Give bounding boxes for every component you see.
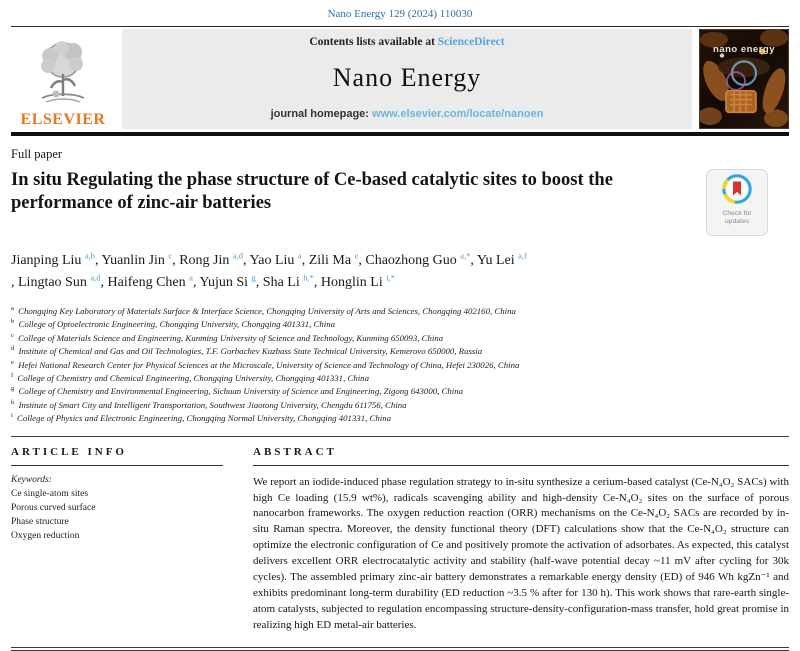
article-info-heading: ARTICLE INFO — [11, 446, 223, 466]
author: , Lingtao Sun $^{a,d}$ — [11, 271, 101, 290]
abstract-column — [253, 446, 789, 634]
cover-title: nano energy — [713, 43, 775, 55]
article-info-column — [11, 446, 223, 634]
article-type-label: Full paper — [11, 147, 63, 161]
affiliation: $^f$ College of Chemistry and Chemical Engineering, Chongqing University, Chongqing 401331, China — [11, 371, 369, 383]
affiliation: $^c$ College of Materials Science and Engineering, Kunming University of Science and Technology, Kunming 650093, China — [11, 331, 444, 343]
elsevier-tree-icon — [32, 38, 94, 110]
affiliation: $^a$ Chongqing Key Laboratory of Materials Surface & Interface Science, Chongqing University of Arts and Sciences, Chongqing 402160, China — [11, 304, 516, 316]
author: Jianping Liu $^{a,b}$ — [11, 250, 96, 268]
homepage-label: journal homepage: — [270, 108, 373, 120]
page-bottom-rule — [11, 647, 789, 651]
abstract-heading: ABSTRACT — [253, 446, 789, 466]
author-affiliation-ref: a — [189, 271, 193, 282]
author-list — [11, 249, 789, 293]
author-affiliation-ref: h,* — [303, 271, 314, 282]
author: , Yao Liu $^a$ — [243, 250, 302, 268]
author-affiliation-ref: a,d — [90, 271, 101, 282]
author-affiliation-ref: a — [297, 250, 302, 260]
author-affiliation-ref: a,f — [518, 250, 527, 260]
journal-banner — [122, 29, 692, 129]
elsevier-wordmark: ELSEVIER — [20, 111, 106, 128]
affiliation: $^i$ College of Physics and Electronic Engineering, Chongqing Normal University, Chongqing 401331, China — [11, 412, 392, 424]
affiliation: $^e$ Hefei National Research Center for Physical Sciences at the Microscale, University of Science and Technology of China, Hefei 230026, China — [11, 358, 520, 370]
journal-cover-thumbnail — [699, 29, 789, 129]
journal-header — [11, 26, 789, 136]
homepage-line — [130, 108, 684, 120]
author-affiliation-ref: e — [354, 250, 359, 260]
check-for-updates-label: Check for updates — [722, 210, 752, 226]
keyword: Oxygen reduction — [11, 531, 80, 542]
affiliation: $^g$ College of Chemistry and Environmental Engineering, Sichuan University of Science and Engineering, Zigong 643000, China — [11, 385, 464, 397]
author: , Rong Jin $^{a,d}$ — [172, 250, 244, 268]
author: , Zili Ma $^e$ — [301, 250, 359, 268]
author: , Sha Li $^{h,*}$ — [255, 271, 314, 290]
keywords-label: Keywords: — [11, 474, 52, 485]
abstract-text: We report an iodide-induced phase regulation strategy to in-situ synthesize a cerium-based catalyst (Ce-N₄O₂ SACs) with high Ce loading (15.9 wt%), radicals scavenging ability and high-density Ce-N₄O₂ sites on the surface of porous nanocarbon frameworks. The oxygen reduction reaction (ORR) mechanisms on the Ce-N₄O₂ SACs are recorded by in-situ Raman spectra. Moreover, the density functional theory (DFT) calculations show that the Ce-N₄O₂ structure can optimize the electronic configuration of Ce and positively promote the activation of adsorbates. As expected, this catalyst delivers excellent ORR electrocatalytic activity and stability (half-wave potential decay ~11 mV after cycling for 30k cycles). The assembled primary zinc-air battery demonstrates a remarkable energy density (ED) of 946 Wh kgZn⁻¹ and exhibits predominant long-term durability (ED reduction ~3.5 % after for 130 h). This work shows that rare-earth single-atom catalysts, subjected to regulation encompassing structure-density-configuration-mass transfer, hold great promise in realizing high ED metal-air batteries. — [253, 475, 789, 631]
author-affiliation-ref: g — [251, 271, 256, 282]
affiliation: $^b$ College of Optoelectronic Engineering, Chongqing University, Chongqing 401331, China — [11, 318, 336, 330]
keyword: Porous curved surface — [11, 502, 96, 513]
author: , Yuanlin Jin $^c$ — [95, 250, 173, 268]
crossmark-icon — [722, 174, 752, 209]
keyword: Ce single-atom sites — [11, 488, 89, 499]
author-affiliation-ref: i,* — [386, 271, 395, 282]
author: , Yu Lei $^{a,f}$ — [470, 250, 527, 268]
author-affiliation-ref: c — [168, 250, 173, 260]
author-affiliation-ref: a,b — [84, 250, 96, 260]
author: , Honglin Li $^{i,*}$ — [313, 271, 395, 290]
affiliation: $^d$ Institute of Chemical and Gas and Oil Technologies, T.F. Gorbachev Kuzbass State Technical University, Kemerovo 650000, Russia — [11, 345, 483, 357]
keyword: Phase structure — [11, 517, 69, 528]
contents-prefix: Contents lists available at — [309, 36, 438, 48]
author: , Haifeng Chen $^a$ — [100, 271, 193, 290]
author-affiliation-ref: a,d — [232, 250, 244, 260]
contents-line — [130, 36, 684, 48]
elsevier-logo — [11, 29, 115, 129]
article-title: In situ Regulating the phase structure of Ce-based catalytic sites to boost the performance of zinc-air batteries — [11, 170, 613, 214]
check-for-updates-badge[interactable] — [706, 169, 768, 236]
journal-citation: Nano Energy 129 (2024) 110030 — [327, 8, 473, 20]
author: , Yujun Si $^g$ — [192, 271, 256, 290]
author: , Chaozhong Guo $^{a,*}$ — [358, 250, 471, 268]
sciencedirect-link[interactable]: ScienceDirect — [437, 36, 505, 48]
journal-homepage-link[interactable]: www.elsevier.com/locate/nanoen — [372, 108, 544, 120]
affiliation-list — [11, 304, 789, 425]
keywords-list — [11, 487, 223, 544]
journal-title: Nano Energy — [332, 63, 482, 92]
header-divider-bar — [11, 132, 789, 136]
affiliation: $^h$ Institute of Smart City and Intelligent Transportation, Southwest Jiaotong University, Chengdu 611756, China — [11, 398, 407, 410]
author-affiliation-ref: a,* — [460, 250, 471, 260]
